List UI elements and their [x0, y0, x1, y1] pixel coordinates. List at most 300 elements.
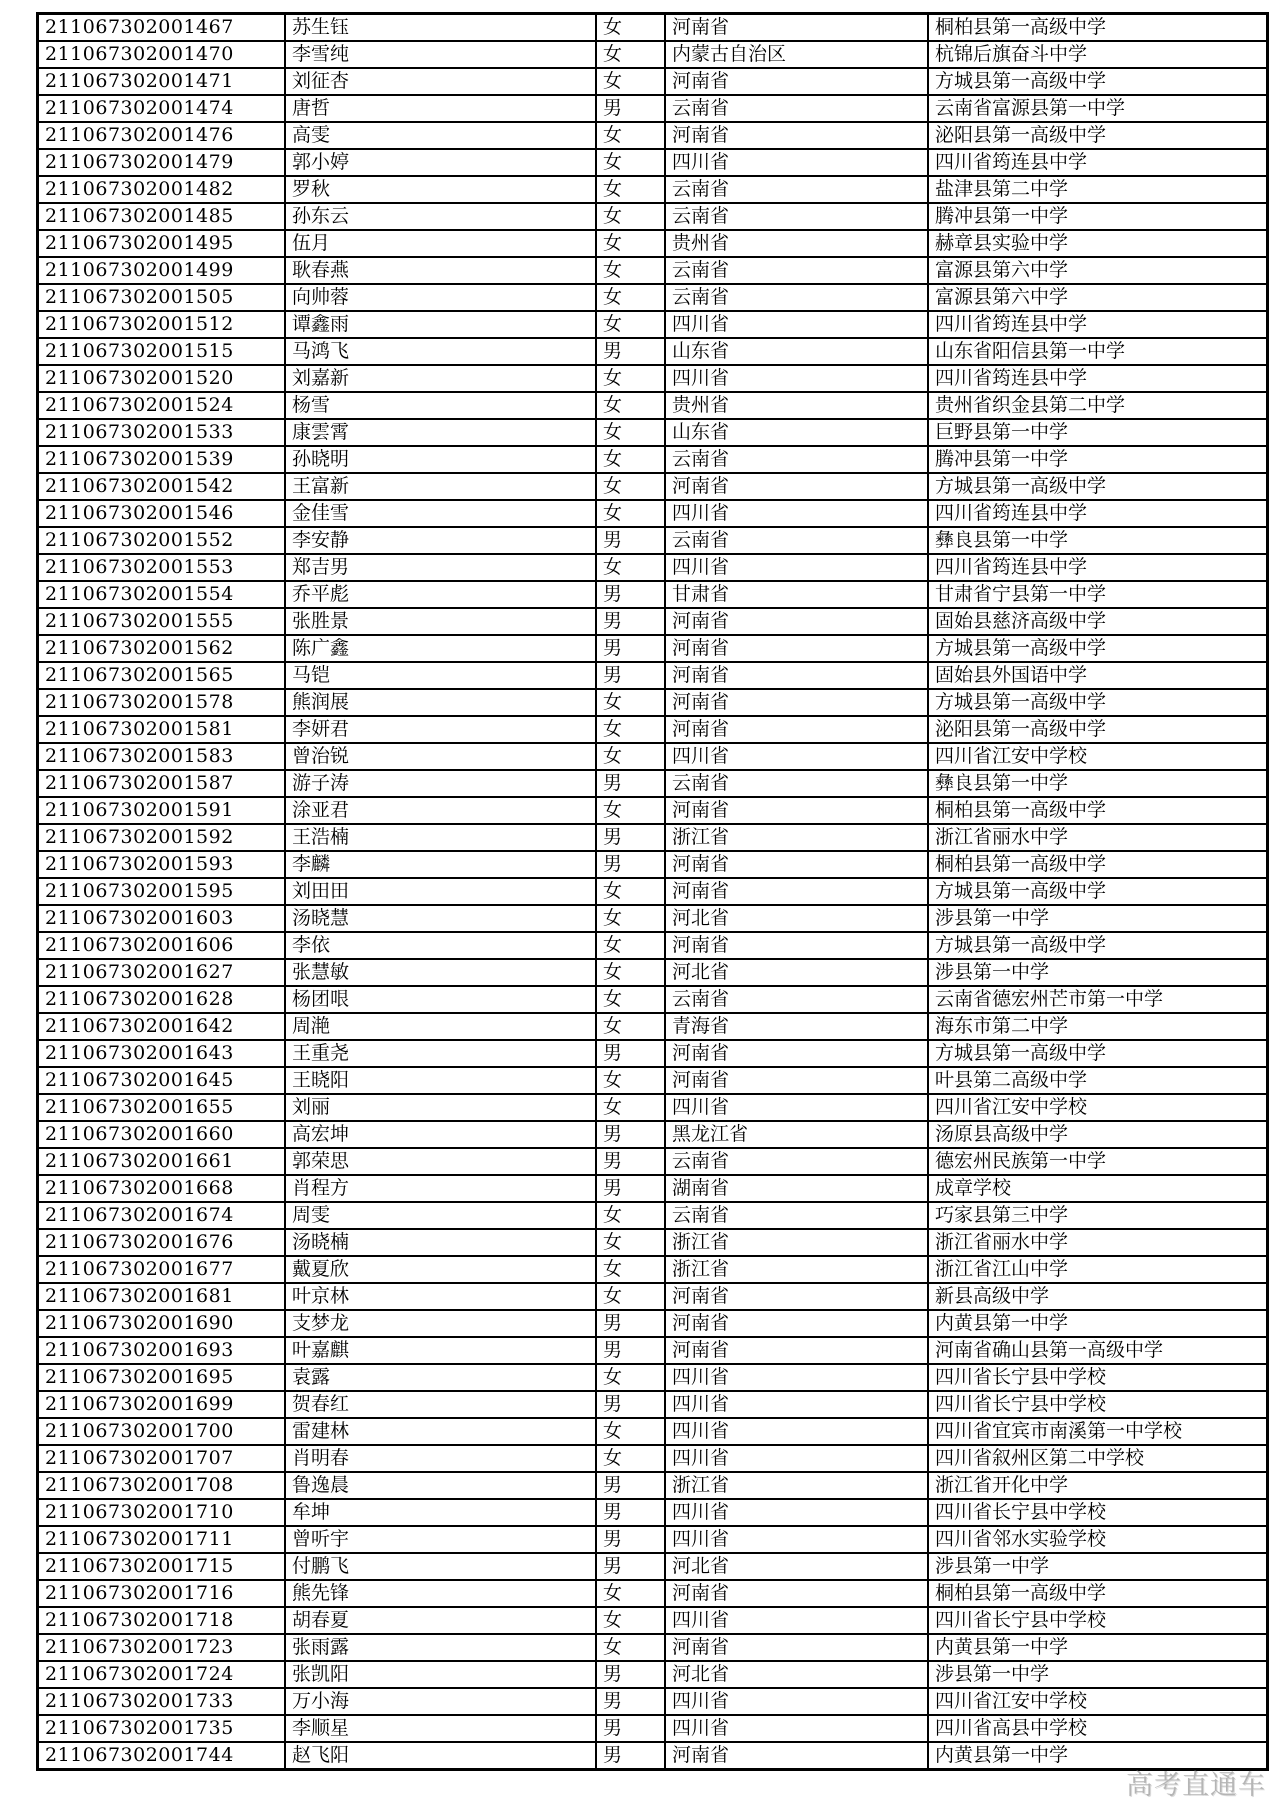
name-cell: 李雪纯: [285, 41, 596, 68]
province-cell: 湖南省: [665, 1175, 928, 1202]
gender-cell: 女: [596, 1418, 665, 1445]
candidate-id-cell: 211067302001495: [38, 230, 286, 257]
school-cell: 固始县外国语中学: [928, 662, 1268, 689]
school-cell: 云南省富源县第一中学: [928, 95, 1268, 122]
table-row: [38, 1391, 1268, 1418]
candidate-id-cell: 211067302001505: [38, 284, 286, 311]
gender-cell: 男: [596, 1310, 665, 1337]
name-cell: 袁露: [285, 1364, 596, 1391]
province-cell: 云南省: [665, 527, 928, 554]
name-cell: 郭荣思: [285, 1148, 596, 1175]
gender-cell: 女: [596, 986, 665, 1013]
province-cell: 云南省: [665, 95, 928, 122]
table-row: [38, 662, 1268, 689]
province-cell: 贵州省: [665, 392, 928, 419]
province-cell: 浙江省: [665, 1256, 928, 1283]
school-cell: 巧家县第三中学: [928, 1202, 1268, 1229]
province-cell: 云南省: [665, 176, 928, 203]
table-row: [38, 635, 1268, 662]
school-cell: 成章学校: [928, 1175, 1268, 1202]
name-cell: 孙晓明: [285, 446, 596, 473]
province-cell: 浙江省: [665, 1472, 928, 1499]
school-cell: 四川省江安中学校: [928, 743, 1268, 770]
table-row: [38, 1688, 1268, 1715]
table-row: [38, 851, 1268, 878]
school-cell: 内黄县第一中学: [928, 1742, 1268, 1770]
gender-cell: 女: [596, 1607, 665, 1634]
candidate-id-cell: 211067302001499: [38, 257, 286, 284]
name-cell: 戴夏欣: [285, 1256, 596, 1283]
gender-cell: 女: [596, 932, 665, 959]
table-row: [38, 95, 1268, 122]
candidate-id-cell: 211067302001581: [38, 716, 286, 743]
candidate-id-cell: 211067302001681: [38, 1283, 286, 1310]
name-cell: 李麟: [285, 851, 596, 878]
name-cell: 雷建林: [285, 1418, 596, 1445]
table-row: [38, 905, 1268, 932]
school-cell: 腾冲县第一中学: [928, 203, 1268, 230]
school-cell: 四川省长宁县中学校: [928, 1607, 1268, 1634]
name-cell: 陈广鑫: [285, 635, 596, 662]
table-row: [38, 824, 1268, 851]
table-row: [38, 581, 1268, 608]
school-cell: 河南省确山县第一高级中学: [928, 1337, 1268, 1364]
name-cell: 牟坤: [285, 1499, 596, 1526]
school-cell: 浙江省开化中学: [928, 1472, 1268, 1499]
table-row: [38, 986, 1268, 1013]
name-cell: 刘征杏: [285, 68, 596, 95]
table-row: [38, 770, 1268, 797]
school-cell: 贵州省织金县第二中学: [928, 392, 1268, 419]
candidate-id-cell: 211067302001479: [38, 149, 286, 176]
candidate-roster-table: [36, 12, 1269, 1771]
table-row: [38, 608, 1268, 635]
school-cell: 四川省筠连县中学: [928, 149, 1268, 176]
name-cell: 肖明春: [285, 1445, 596, 1472]
candidate-id-cell: 211067302001668: [38, 1175, 286, 1202]
gender-cell: 男: [596, 1148, 665, 1175]
school-cell: 四川省宜宾市南溪第一中学校: [928, 1418, 1268, 1445]
school-cell: 四川省邻水实验学校: [928, 1526, 1268, 1553]
province-cell: 河南省: [665, 662, 928, 689]
name-cell: 郭小婷: [285, 149, 596, 176]
school-cell: 富源县第六中学: [928, 257, 1268, 284]
candidate-id-cell: 211067302001593: [38, 851, 286, 878]
gender-cell: 男: [596, 1121, 665, 1148]
name-cell: 肖程方: [285, 1175, 596, 1202]
candidate-id-cell: 211067302001603: [38, 905, 286, 932]
province-cell: 四川省: [665, 1499, 928, 1526]
table-row: [38, 878, 1268, 905]
table-row: [38, 797, 1268, 824]
candidate-id-cell: 211067302001565: [38, 662, 286, 689]
candidate-id-cell: 211067302001578: [38, 689, 286, 716]
table-row: [38, 1040, 1268, 1067]
candidate-id-cell: 211067302001471: [38, 68, 286, 95]
name-cell: 涂亚君: [285, 797, 596, 824]
candidate-id-cell: 211067302001660: [38, 1121, 286, 1148]
table-row: [38, 176, 1268, 203]
gender-cell: 女: [596, 1580, 665, 1607]
gender-cell: 女: [596, 905, 665, 932]
school-cell: 浙江省江山中学: [928, 1256, 1268, 1283]
name-cell: 苏生钰: [285, 14, 596, 42]
candidate-id-cell: 211067302001661: [38, 1148, 286, 1175]
gender-cell: 男: [596, 1742, 665, 1770]
gender-cell: 男: [596, 581, 665, 608]
name-cell: 熊润展: [285, 689, 596, 716]
candidate-id-cell: 211067302001715: [38, 1553, 286, 1580]
school-cell: 腾冲县第一中学: [928, 446, 1268, 473]
name-cell: 周滟: [285, 1013, 596, 1040]
school-cell: 内黄县第一中学: [928, 1310, 1268, 1337]
school-cell: 赫章县实验中学: [928, 230, 1268, 257]
province-cell: 四川省: [665, 1094, 928, 1121]
school-cell: 桐柏县第一高级中学: [928, 1580, 1268, 1607]
school-cell: 桐柏县第一高级中学: [928, 14, 1268, 42]
gender-cell: 女: [596, 122, 665, 149]
school-cell: 固始县慈济高级中学: [928, 608, 1268, 635]
table-row: [38, 230, 1268, 257]
table-row: [38, 959, 1268, 986]
candidate-id-cell: 211067302001553: [38, 554, 286, 581]
name-cell: 刘田田: [285, 878, 596, 905]
school-cell: 四川省长宁县中学校: [928, 1364, 1268, 1391]
gender-cell: 男: [596, 1715, 665, 1742]
gender-cell: 女: [596, 392, 665, 419]
candidate-id-cell: 211067302001476: [38, 122, 286, 149]
gender-cell: 女: [596, 959, 665, 986]
school-cell: 彝良县第一中学: [928, 527, 1268, 554]
province-cell: 云南省: [665, 257, 928, 284]
table-row: [38, 554, 1268, 581]
table-row: [38, 1094, 1268, 1121]
name-cell: 汤晓慧: [285, 905, 596, 932]
gender-cell: 女: [596, 203, 665, 230]
name-cell: 万小海: [285, 1688, 596, 1715]
school-cell: 四川省长宁县中学校: [928, 1391, 1268, 1418]
candidate-id-cell: 211067302001546: [38, 500, 286, 527]
province-cell: 河南省: [665, 1580, 928, 1607]
table-row: [38, 1175, 1268, 1202]
province-cell: 云南省: [665, 284, 928, 311]
province-cell: 四川省: [665, 500, 928, 527]
name-cell: 王晓阳: [285, 1067, 596, 1094]
school-cell: 四川省长宁县中学校: [928, 1499, 1268, 1526]
candidate-id-cell: 211067302001474: [38, 95, 286, 122]
province-cell: 四川省: [665, 1418, 928, 1445]
gender-cell: 女: [596, 176, 665, 203]
province-cell: 山东省: [665, 419, 928, 446]
table-row: [38, 1067, 1268, 1094]
province-cell: 甘肃省: [665, 581, 928, 608]
gender-cell: 男: [596, 635, 665, 662]
candidate-id-cell: 211067302001467: [38, 14, 286, 42]
school-cell: 泌阳县第一高级中学: [928, 122, 1268, 149]
gender-cell: 男: [596, 824, 665, 851]
province-cell: 河南省: [665, 14, 928, 42]
school-cell: 四川省高县中学校: [928, 1715, 1268, 1742]
candidate-id-cell: 211067302001583: [38, 743, 286, 770]
name-cell: 李安静: [285, 527, 596, 554]
name-cell: 康雲霄: [285, 419, 596, 446]
province-cell: 河南省: [665, 1283, 928, 1310]
table-row: [38, 1283, 1268, 1310]
school-cell: 四川省筠连县中学: [928, 311, 1268, 338]
candidate-id-cell: 211067302001524: [38, 392, 286, 419]
table-row: [38, 1418, 1268, 1445]
gender-cell: 男: [596, 1553, 665, 1580]
province-cell: 河南省: [665, 932, 928, 959]
province-cell: 四川省: [665, 1526, 928, 1553]
table-row: [38, 1364, 1268, 1391]
name-cell: 胡春夏: [285, 1607, 596, 1634]
school-cell: 方城县第一高级中学: [928, 635, 1268, 662]
candidate-id-cell: 211067302001485: [38, 203, 286, 230]
name-cell: 马鸿飞: [285, 338, 596, 365]
table-row: [38, 473, 1268, 500]
gender-cell: 女: [596, 311, 665, 338]
candidate-id-cell: 211067302001724: [38, 1661, 286, 1688]
gender-cell: 男: [596, 1526, 665, 1553]
table-row: [38, 203, 1268, 230]
gender-cell: 女: [596, 257, 665, 284]
candidate-id-cell: 211067302001482: [38, 176, 286, 203]
table-row: [38, 446, 1268, 473]
candidate-id-cell: 211067302001552: [38, 527, 286, 554]
gender-cell: 女: [596, 446, 665, 473]
table-row: [38, 1013, 1268, 1040]
candidate-id-cell: 211067302001699: [38, 1391, 286, 1418]
candidate-id-cell: 211067302001520: [38, 365, 286, 392]
name-cell: 罗秋: [285, 176, 596, 203]
candidate-id-cell: 211067302001533: [38, 419, 286, 446]
name-cell: 叶嘉麒: [285, 1337, 596, 1364]
school-cell: 浙江省丽水中学: [928, 824, 1268, 851]
province-cell: 河南省: [665, 1067, 928, 1094]
gender-cell: 女: [596, 1634, 665, 1661]
candidate-id-cell: 211067302001627: [38, 959, 286, 986]
school-cell: 盐津县第二中学: [928, 176, 1268, 203]
table-row: [38, 1607, 1268, 1634]
name-cell: 马铠: [285, 662, 596, 689]
candidate-id-cell: 211067302001723: [38, 1634, 286, 1661]
gender-cell: 女: [596, 473, 665, 500]
gender-cell: 女: [596, 365, 665, 392]
table-row: [38, 365, 1268, 392]
candidate-id-cell: 211067302001587: [38, 770, 286, 797]
school-cell: 四川省叙州区第二中学校: [928, 1445, 1268, 1472]
candidate-id-cell: 211067302001470: [38, 41, 286, 68]
name-cell: 高宏坤: [285, 1121, 596, 1148]
name-cell: 支梦龙: [285, 1310, 596, 1337]
name-cell: 谭鑫雨: [285, 311, 596, 338]
province-cell: 河北省: [665, 905, 928, 932]
gender-cell: 男: [596, 662, 665, 689]
gender-cell: 男: [596, 1175, 665, 1202]
school-cell: 彝良县第一中学: [928, 770, 1268, 797]
province-cell: 青海省: [665, 1013, 928, 1040]
province-cell: 四川省: [665, 1715, 928, 1742]
province-cell: 河南省: [665, 473, 928, 500]
province-cell: 河北省: [665, 1553, 928, 1580]
name-cell: 王富新: [285, 473, 596, 500]
province-cell: 河南省: [665, 1634, 928, 1661]
candidate-id-cell: 211067302001512: [38, 311, 286, 338]
name-cell: 曾听宇: [285, 1526, 596, 1553]
name-cell: 乔平彪: [285, 581, 596, 608]
roster-table-body: [38, 14, 1268, 1770]
table-row: [38, 1499, 1268, 1526]
school-cell: 方城县第一高级中学: [928, 68, 1268, 95]
candidate-id-cell: 211067302001735: [38, 1715, 286, 1742]
province-cell: 河北省: [665, 959, 928, 986]
name-cell: 向帅蓉: [285, 284, 596, 311]
province-cell: 四川省: [665, 1445, 928, 1472]
name-cell: 孙东云: [285, 203, 596, 230]
school-cell: 方城县第一高级中学: [928, 689, 1268, 716]
gender-cell: 女: [596, 1229, 665, 1256]
gender-cell: 男: [596, 1040, 665, 1067]
name-cell: 王重尧: [285, 1040, 596, 1067]
school-cell: 四川省筠连县中学: [928, 554, 1268, 581]
school-cell: 桐柏县第一高级中学: [928, 797, 1268, 824]
name-cell: 刘丽: [285, 1094, 596, 1121]
gender-cell: 女: [596, 1445, 665, 1472]
province-cell: 贵州省: [665, 230, 928, 257]
candidate-id-cell: 211067302001710: [38, 1499, 286, 1526]
school-cell: 桐柏县第一高级中学: [928, 851, 1268, 878]
table-row: [38, 500, 1268, 527]
table-row: [38, 1661, 1268, 1688]
table-row: [38, 716, 1268, 743]
school-cell: 富源县第六中学: [928, 284, 1268, 311]
province-cell: 河南省: [665, 1310, 928, 1337]
school-cell: 内黄县第一中学: [928, 1634, 1268, 1661]
province-cell: 云南省: [665, 770, 928, 797]
province-cell: 河南省: [665, 878, 928, 905]
province-cell: 河北省: [665, 1661, 928, 1688]
table-row: [38, 419, 1268, 446]
candidate-id-cell: 211067302001707: [38, 1445, 286, 1472]
table-row: [38, 1553, 1268, 1580]
table-row: [38, 14, 1268, 42]
name-cell: 李依: [285, 932, 596, 959]
gender-cell: 男: [596, 1499, 665, 1526]
candidate-id-cell: 211067302001642: [38, 1013, 286, 1040]
candidate-id-cell: 211067302001592: [38, 824, 286, 851]
candidate-id-cell: 211067302001655: [38, 1094, 286, 1121]
gender-cell: 女: [596, 797, 665, 824]
table-row: [38, 1526, 1268, 1553]
school-cell: 杭锦后旗奋斗中学: [928, 41, 1268, 68]
table-row: [38, 284, 1268, 311]
candidate-id-cell: 211067302001676: [38, 1229, 286, 1256]
table-row: [38, 743, 1268, 770]
candidate-id-cell: 211067302001733: [38, 1688, 286, 1715]
school-cell: 涉县第一中学: [928, 959, 1268, 986]
table-row: [38, 257, 1268, 284]
school-cell: 汤原县高级中学: [928, 1121, 1268, 1148]
gender-cell: 男: [596, 1472, 665, 1499]
gender-cell: 女: [596, 716, 665, 743]
name-cell: 王浩楠: [285, 824, 596, 851]
province-cell: 四川省: [665, 743, 928, 770]
table-row: [38, 1310, 1268, 1337]
name-cell: 熊先锋: [285, 1580, 596, 1607]
school-cell: 方城县第一高级中学: [928, 473, 1268, 500]
school-cell: 四川省筠连县中学: [928, 365, 1268, 392]
table-row: [38, 1715, 1268, 1742]
table-row: [38, 1229, 1268, 1256]
school-cell: 四川省江安中学校: [928, 1094, 1268, 1121]
school-cell: 涉县第一中学: [928, 1661, 1268, 1688]
gender-cell: 男: [596, 1337, 665, 1364]
candidate-id-cell: 211067302001718: [38, 1607, 286, 1634]
province-cell: 云南省: [665, 1148, 928, 1175]
school-cell: 新县高级中学: [928, 1283, 1268, 1310]
province-cell: 云南省: [665, 203, 928, 230]
table-row: [38, 68, 1268, 95]
school-cell: 四川省江安中学校: [928, 1688, 1268, 1715]
name-cell: 金佳雪: [285, 500, 596, 527]
table-row: [38, 932, 1268, 959]
name-cell: 赵飞阳: [285, 1742, 596, 1770]
table-row: [38, 1337, 1268, 1364]
province-cell: 四川省: [665, 149, 928, 176]
gender-cell: 男: [596, 527, 665, 554]
province-cell: 云南省: [665, 446, 928, 473]
school-cell: 方城县第一高级中学: [928, 932, 1268, 959]
candidate-id-cell: 211067302001562: [38, 635, 286, 662]
province-cell: 四川省: [665, 554, 928, 581]
gender-cell: 女: [596, 284, 665, 311]
name-cell: 刘嘉新: [285, 365, 596, 392]
table-row: [38, 689, 1268, 716]
table-row: [38, 392, 1268, 419]
province-cell: 内蒙古自治区: [665, 41, 928, 68]
school-cell: 云南省德宏州芒市第一中学: [928, 986, 1268, 1013]
gender-cell: 女: [596, 554, 665, 581]
candidate-id-cell: 211067302001606: [38, 932, 286, 959]
gender-cell: 男: [596, 770, 665, 797]
candidate-id-cell: 211067302001716: [38, 1580, 286, 1607]
name-cell: 鲁逸晨: [285, 1472, 596, 1499]
watermark: 高考直通车: [1126, 1770, 1266, 1801]
candidate-id-cell: 211067302001515: [38, 338, 286, 365]
name-cell: 张凯阳: [285, 1661, 596, 1688]
table-row: [38, 1256, 1268, 1283]
candidate-id-cell: 211067302001645: [38, 1067, 286, 1094]
candidate-id-cell: 211067302001695: [38, 1364, 286, 1391]
gender-cell: 女: [596, 1094, 665, 1121]
gender-cell: 女: [596, 1013, 665, 1040]
school-cell: 巨野县第一中学: [928, 419, 1268, 446]
province-cell: 河南省: [665, 1040, 928, 1067]
name-cell: 张慧敏: [285, 959, 596, 986]
province-cell: 河南省: [665, 1337, 928, 1364]
name-cell: 张雨露: [285, 1634, 596, 1661]
name-cell: 李顺星: [285, 1715, 596, 1742]
name-cell: 郑吉男: [285, 554, 596, 581]
gender-cell: 女: [596, 1067, 665, 1094]
candidate-id-cell: 211067302001628: [38, 986, 286, 1013]
province-cell: 山东省: [665, 338, 928, 365]
school-cell: 涉县第一中学: [928, 1553, 1268, 1580]
school-cell: 四川省筠连县中学: [928, 500, 1268, 527]
candidate-id-cell: 211067302001555: [38, 608, 286, 635]
gender-cell: 男: [596, 338, 665, 365]
